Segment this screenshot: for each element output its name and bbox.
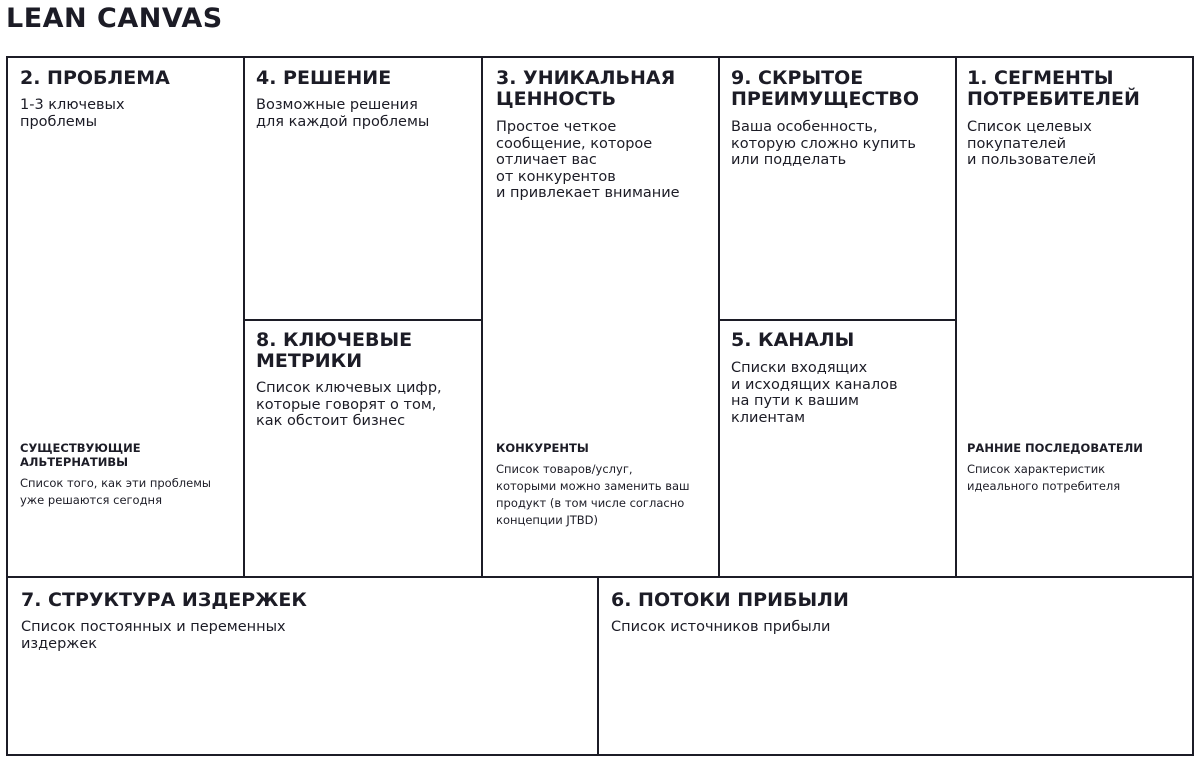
uvp-description: Простое четкое сообщение, которое отличает вас от конкурентов и привлекает внимание — [496, 119, 680, 201]
channels-block — [731, 330, 953, 426]
revenue-streams-description: Список источников прибыли — [611, 619, 831, 635]
early-adopters-title: РАННИЕ ПОСЛЕДОВАТЕЛИ — [967, 441, 1143, 455]
competitors-title: КОНКУРЕНТЫ — [496, 441, 589, 455]
existing-alternatives-description: Список того, как эти проблемы уже решаются сегодня — [20, 476, 211, 507]
problem-block — [20, 68, 240, 130]
customer-segments-title: 1. СЕГМЕНТЫ ПОТРЕБИТЕЛЕЙ — [967, 67, 1140, 110]
cost-structure-block — [21, 590, 581, 652]
cost-structure-title: 7. СТРУКТУРА ИЗДЕРЖЕК — [21, 589, 307, 611]
early-adopters-description: Список характеристик идеального потребителя — [967, 462, 1121, 493]
existing-alternatives-title: СУЩЕСТВУЮЩИЕ АЛЬТЕРНАТИВЫ — [20, 441, 141, 469]
existing-alternatives-block — [20, 441, 242, 509]
solution-description: Возможные решения для каждой проблемы — [256, 97, 430, 130]
unfair-advantage-title: 9. СКРЫТОЕ ПРЕИМУЩЕСТВО — [731, 67, 919, 110]
competitors-description: Список товаров/услуг, которыми можно заменить ваш продукт (в том числе согласно концепции JTBD) — [496, 462, 690, 527]
divider-solution-metrics — [244, 319, 482, 321]
solution-title: 4. РЕШЕНИЕ — [256, 67, 392, 89]
divider-vertical-3 — [718, 56, 720, 577]
key-metrics-title: 8. КЛЮЧЕВЫЕ МЕТРИКИ — [256, 329, 413, 372]
customer-segments-description: Список целевых покупателей и пользователей — [967, 119, 1097, 168]
competitors-block — [496, 441, 718, 529]
divider-horizontal-main — [6, 576, 1194, 578]
key-metrics-block — [256, 330, 478, 430]
customer-segments-block — [967, 68, 1189, 169]
early-adopters-block — [967, 441, 1189, 495]
uvp-block — [496, 68, 718, 202]
channels-description: Списки входящих и исходящих каналов на пути к вашим клиентам — [731, 360, 898, 426]
channels-title: 5. КАНАЛЫ — [731, 329, 855, 351]
key-metrics-description: Список ключевых цифр, которые говорят о том, как обстоит бизнес — [256, 380, 442, 429]
unfair-advantage-block — [731, 68, 953, 169]
divider-vertical-4 — [955, 56, 957, 577]
page-title: LEAN CANVAS — [6, 3, 223, 34]
revenue-streams-title: 6. ПОТОКИ ПРИБЫЛИ — [611, 589, 849, 611]
divider-vertical-1 — [243, 56, 245, 577]
problem-title: 2. ПРОБЛЕМА — [20, 67, 170, 89]
unfair-advantage-description: Ваша особенность, которую сложно купить или подделать — [731, 119, 916, 168]
divider-vertical-bottom — [597, 577, 599, 756]
solution-block — [256, 68, 478, 130]
divider-advantage-channels — [719, 319, 956, 321]
divider-vertical-2 — [481, 56, 483, 577]
cost-structure-description: Список постоянных и переменных издержек — [21, 619, 286, 652]
problem-description: 1-3 ключевых проблемы — [20, 97, 125, 130]
uvp-title: 3. УНИКАЛЬНАЯ ЦЕННОСТЬ — [496, 67, 676, 110]
revenue-streams-block — [611, 590, 1181, 636]
